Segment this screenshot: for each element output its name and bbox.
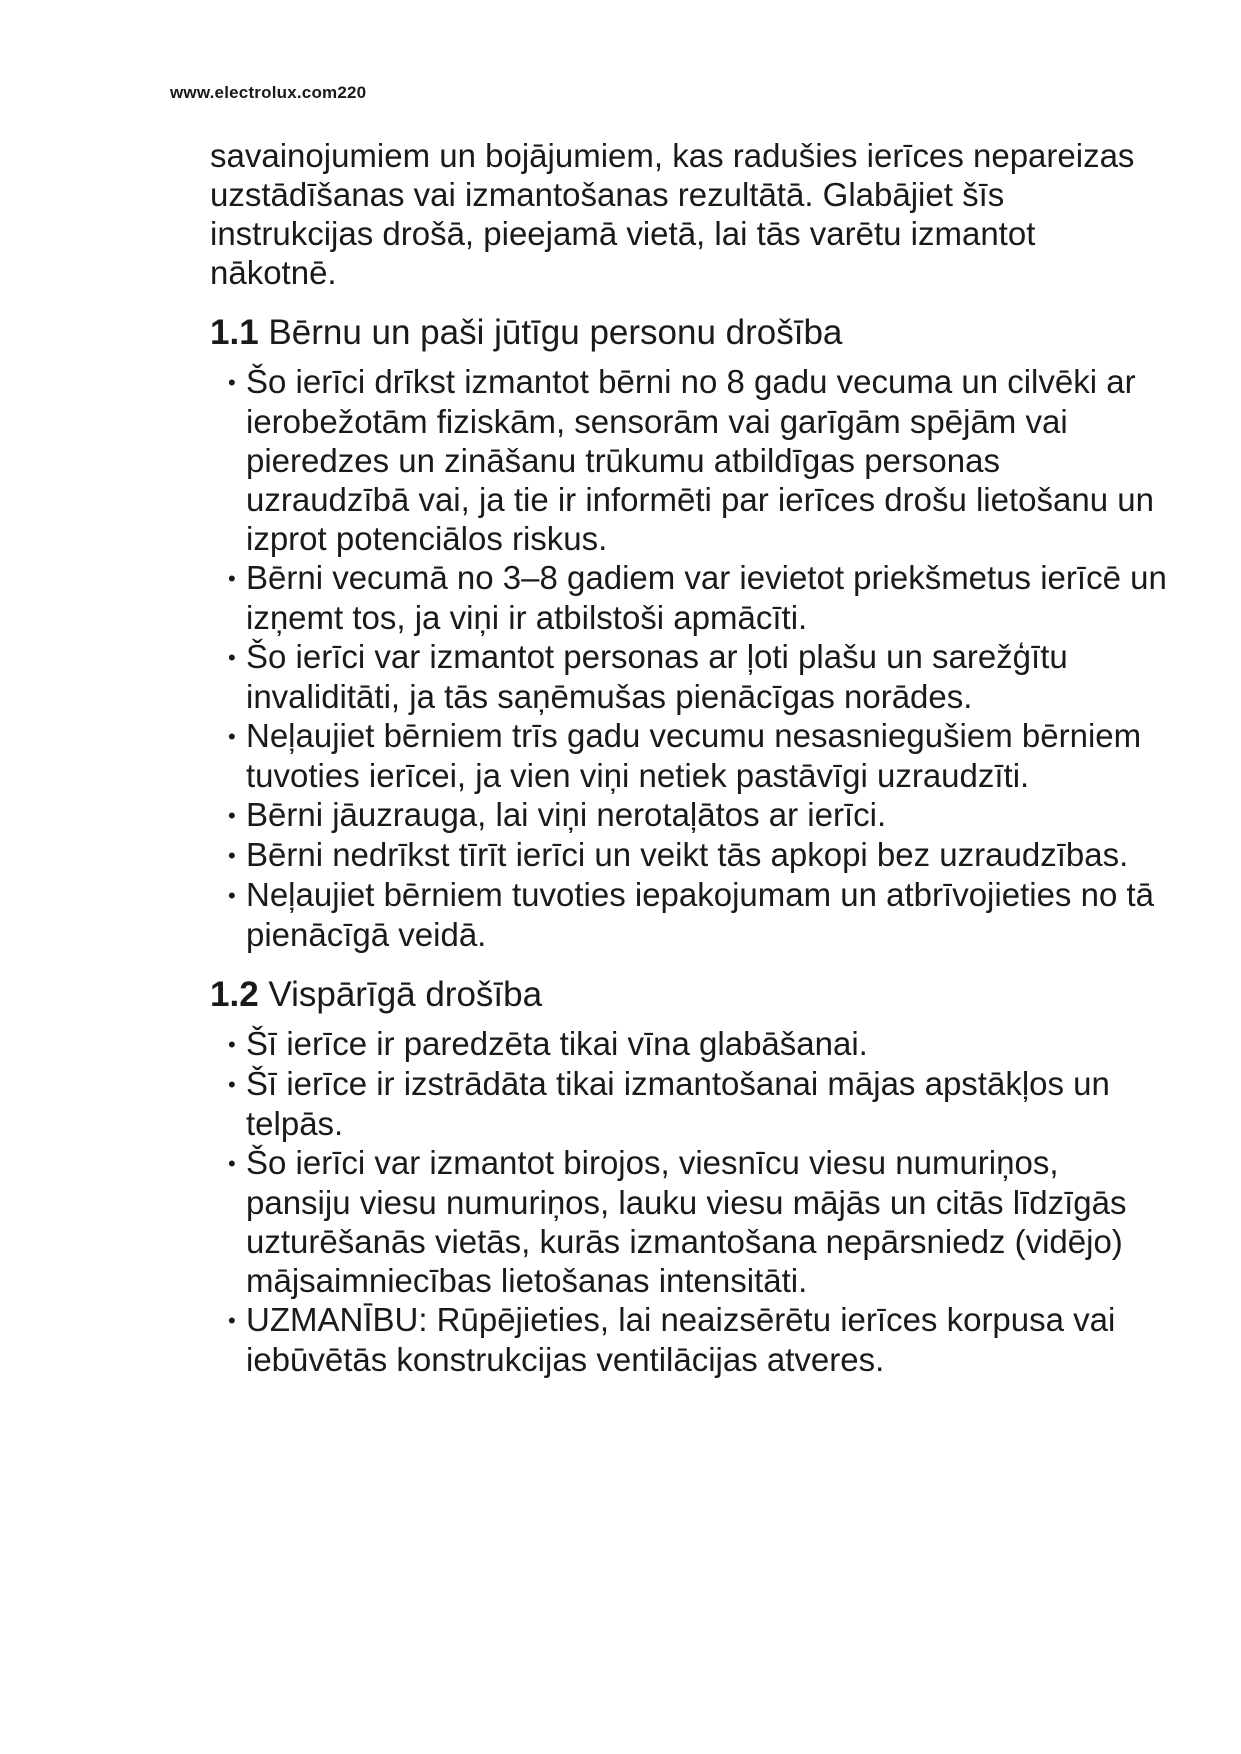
list-item bbox=[210, 558, 1170, 637]
list-item bbox=[210, 716, 1170, 795]
list-item-text: Šo ierīci var izmantot personas ar ļoti plašu un sarežģītu invaliditāti, ja tās saņēmušas pienācīgas norādes. bbox=[246, 638, 1068, 715]
bullet-icon: • bbox=[228, 1151, 236, 1176]
list-item bbox=[210, 362, 1170, 558]
page-number: 220 bbox=[337, 83, 367, 102]
section-1-1-title bbox=[210, 310, 1170, 356]
section-number: 1.1 bbox=[210, 313, 259, 352]
list-item-text: Bērni vecumā no 3–8 gadiem var ievietot priekšmetus ierīcē un izņemt tos, ja viņi ir atbilstoši apmācīti. bbox=[246, 559, 1167, 636]
list-item-text: UZMANĪBU: Rūpējieties, lai neaizsērētu ierīces korpusa vai iebūvētās konstrukcijas ventilācijas atveres. bbox=[246, 1301, 1116, 1378]
bullet-icon: • bbox=[228, 1072, 236, 1097]
section-number: 1.2 bbox=[210, 975, 259, 1014]
section-heading: Bērnu un paši jūtīgu personu drošība bbox=[268, 313, 843, 352]
list-item bbox=[210, 1143, 1170, 1300]
list-item-text: Bērni jāuzrauga, lai viņi nerotaļātos ar ierīci. bbox=[246, 796, 887, 833]
list-item bbox=[210, 1024, 1170, 1064]
section-1-2-title bbox=[210, 972, 1170, 1018]
list-item bbox=[210, 1300, 1170, 1379]
section-heading: Vispārīgā drošība bbox=[268, 975, 543, 1014]
list-item-text: Neļaujiet bērniem trīs gadu vecumu nesasniegušiem bērniem tuvoties ierīcei, ja vien viņi netiek pastāvīgi uzraudzīti. bbox=[246, 717, 1142, 794]
bullet-icon: • bbox=[228, 843, 236, 868]
list-item-text: Bērni nedrīkst tīrīt ierīci un veikt tās apkopi bez uzraudzības. bbox=[246, 836, 1129, 873]
bullet-icon: • bbox=[228, 803, 236, 828]
intro-paragraph: savainojumiem un bojājumiem, kas radušies ierīces nepareizas uzstādīšanas vai izmantošanas rezultātā. Glabājiet šīs instrukcijas drošā, pieejamā vietā, lai tās varētu izmantot nākotnē. bbox=[210, 137, 1135, 291]
list-item bbox=[210, 875, 1170, 954]
bullet-icon: • bbox=[228, 724, 236, 749]
header-url: www.electrolux.com bbox=[170, 83, 338, 102]
section-1-2-list bbox=[210, 1024, 1170, 1379]
list-item-text: Šo ierīci var izmantot birojos, viesnīcu viesu numuriņos, pansiju viesu numuriņos, lauku viesu mājās un citās līdzīgās uzturēšanās vietās, kurās izmantošana nepārsniedz (vidējo) mājsaimniecības lietošanas intensitāti. bbox=[246, 1144, 1127, 1299]
bullet-icon: • bbox=[228, 883, 236, 908]
bullet-icon: • bbox=[228, 1032, 236, 1057]
list-item bbox=[210, 795, 1170, 835]
list-item-text: Neļaujiet bērniem tuvoties iepakojumam un atbrīvojieties no tā pienācīgā veidā. bbox=[246, 876, 1154, 953]
bullet-icon: • bbox=[228, 370, 236, 395]
list-item bbox=[210, 835, 1170, 875]
bullet-icon: • bbox=[228, 1308, 236, 1333]
document-body bbox=[210, 136, 1170, 1397]
list-item-text: Šo ierīci drīkst izmantot bērni no 8 gadu vecuma un cilvēki ar ierobežotām fiziskām, sensorām vai garīgām spējām vai pieredzes un zināšanu trūkumu atbildīgas personas uzraudzībā vai, ja tie ir informēti par ierīces drošu lietošanu un izprot potenciālos riskus. bbox=[246, 363, 1154, 557]
page-header bbox=[170, 83, 366, 103]
list-item-text: Šī ierīce ir izstrādāta tikai izmantošanai mājas apstākļos un telpās. bbox=[246, 1065, 1110, 1142]
list-item bbox=[210, 1064, 1170, 1143]
bullet-icon: • bbox=[228, 645, 236, 670]
bullet-icon: • bbox=[228, 566, 236, 591]
section-1-1-list bbox=[210, 362, 1170, 954]
list-item bbox=[210, 637, 1170, 716]
list-item-text: Šī ierīce ir paredzēta tikai vīna glabāšanai. bbox=[246, 1025, 868, 1062]
